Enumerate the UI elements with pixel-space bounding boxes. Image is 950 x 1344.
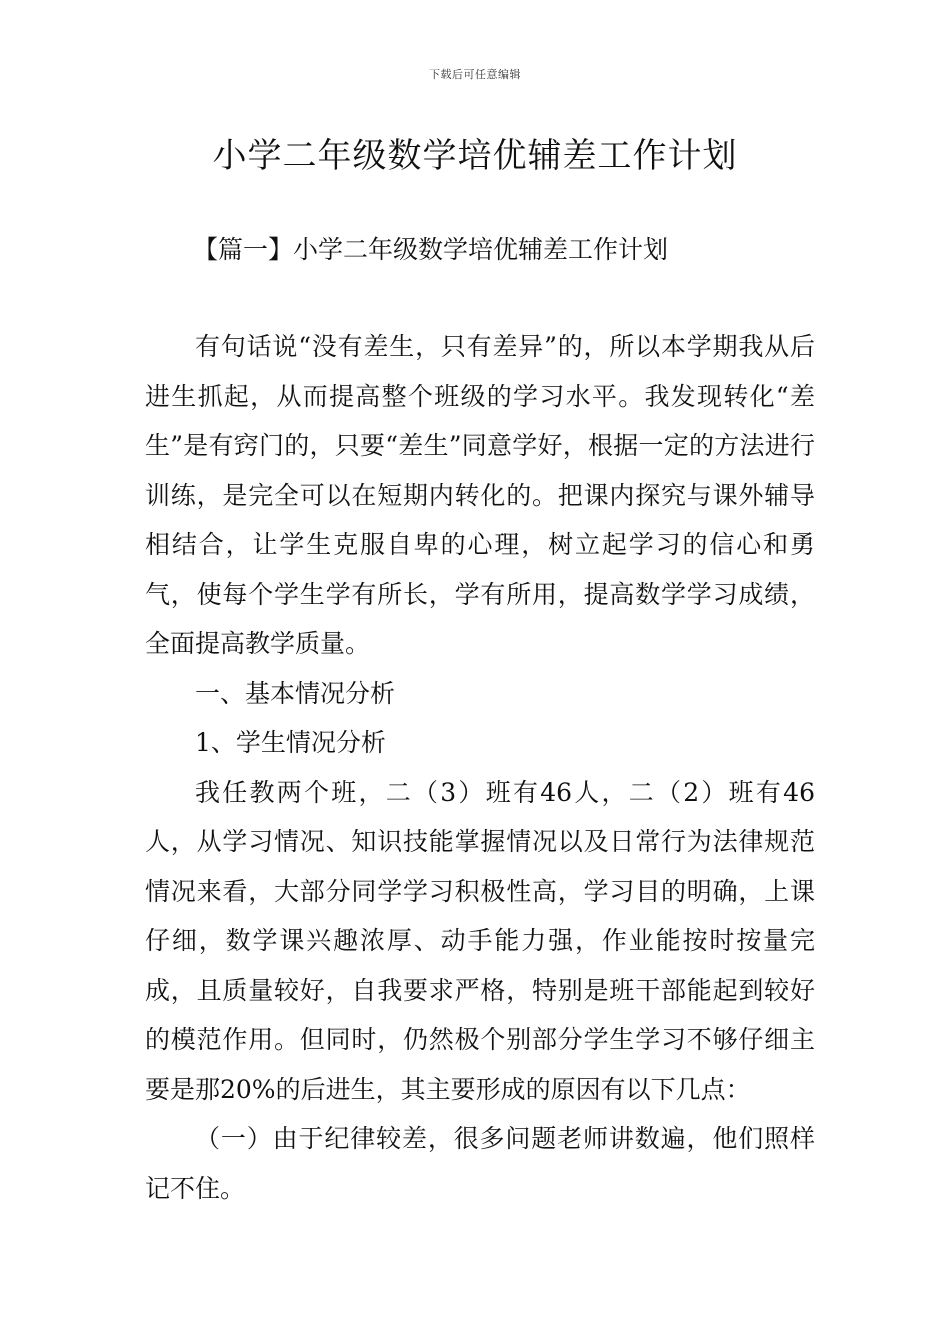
paragraph-student-situation: 我任教两个班，二（3）班有46人，二（2）班有46人，从学习情况、知识技能掌握情况以及日常行为法律规范情况来看，大部分同学学习积极性高，学习目的明确，上课仔细，数学课兴趣浓厚、动手能力强，作业能按时按量完成，且质量较好，自我要求严格，特别是班干部能起到较好的模范作用。但同时，仍然极个别部分学生学习不够仔细主要是那20%的后进生，其主要形成的原因有以下几点：: [145, 777, 815, 1104]
document-title: 小学二年级数学培优辅差工作计划: [212, 136, 738, 176]
paragraph-intro: 有句话说“没有差生，只有差异”的，所以本学期我从后进生抓起，从而提高整个班级的学习水平。我发现转化“差生”是有窍门的，只要“差生”同意学好，根据一定的方法进行训练，是完全可以在短期内转化的。把课内探究与课外辅导相结合，让学生克服自卑的心理，树立起学习的信心和勇气，使每个学生学有所长，学有所用，提高数学学习成绩，全面提高教学质量。: [145, 332, 815, 658]
heading-basic-analysis: 一、基本情况分析: [195, 678, 396, 708]
paragraph-reason-one: （一）由于纪律较差，很多问题老师讲数遍，他们照样记不住。: [145, 1124, 815, 1203]
section-heading: 【篇一】小学二年级数学培优辅差工作计划: [193, 235, 669, 264]
heading-student-analysis: 1、学生情况分析: [195, 728, 386, 757]
header-note: 下载后可任意编辑: [429, 68, 521, 81]
document-body: [145, 322, 815, 1213]
